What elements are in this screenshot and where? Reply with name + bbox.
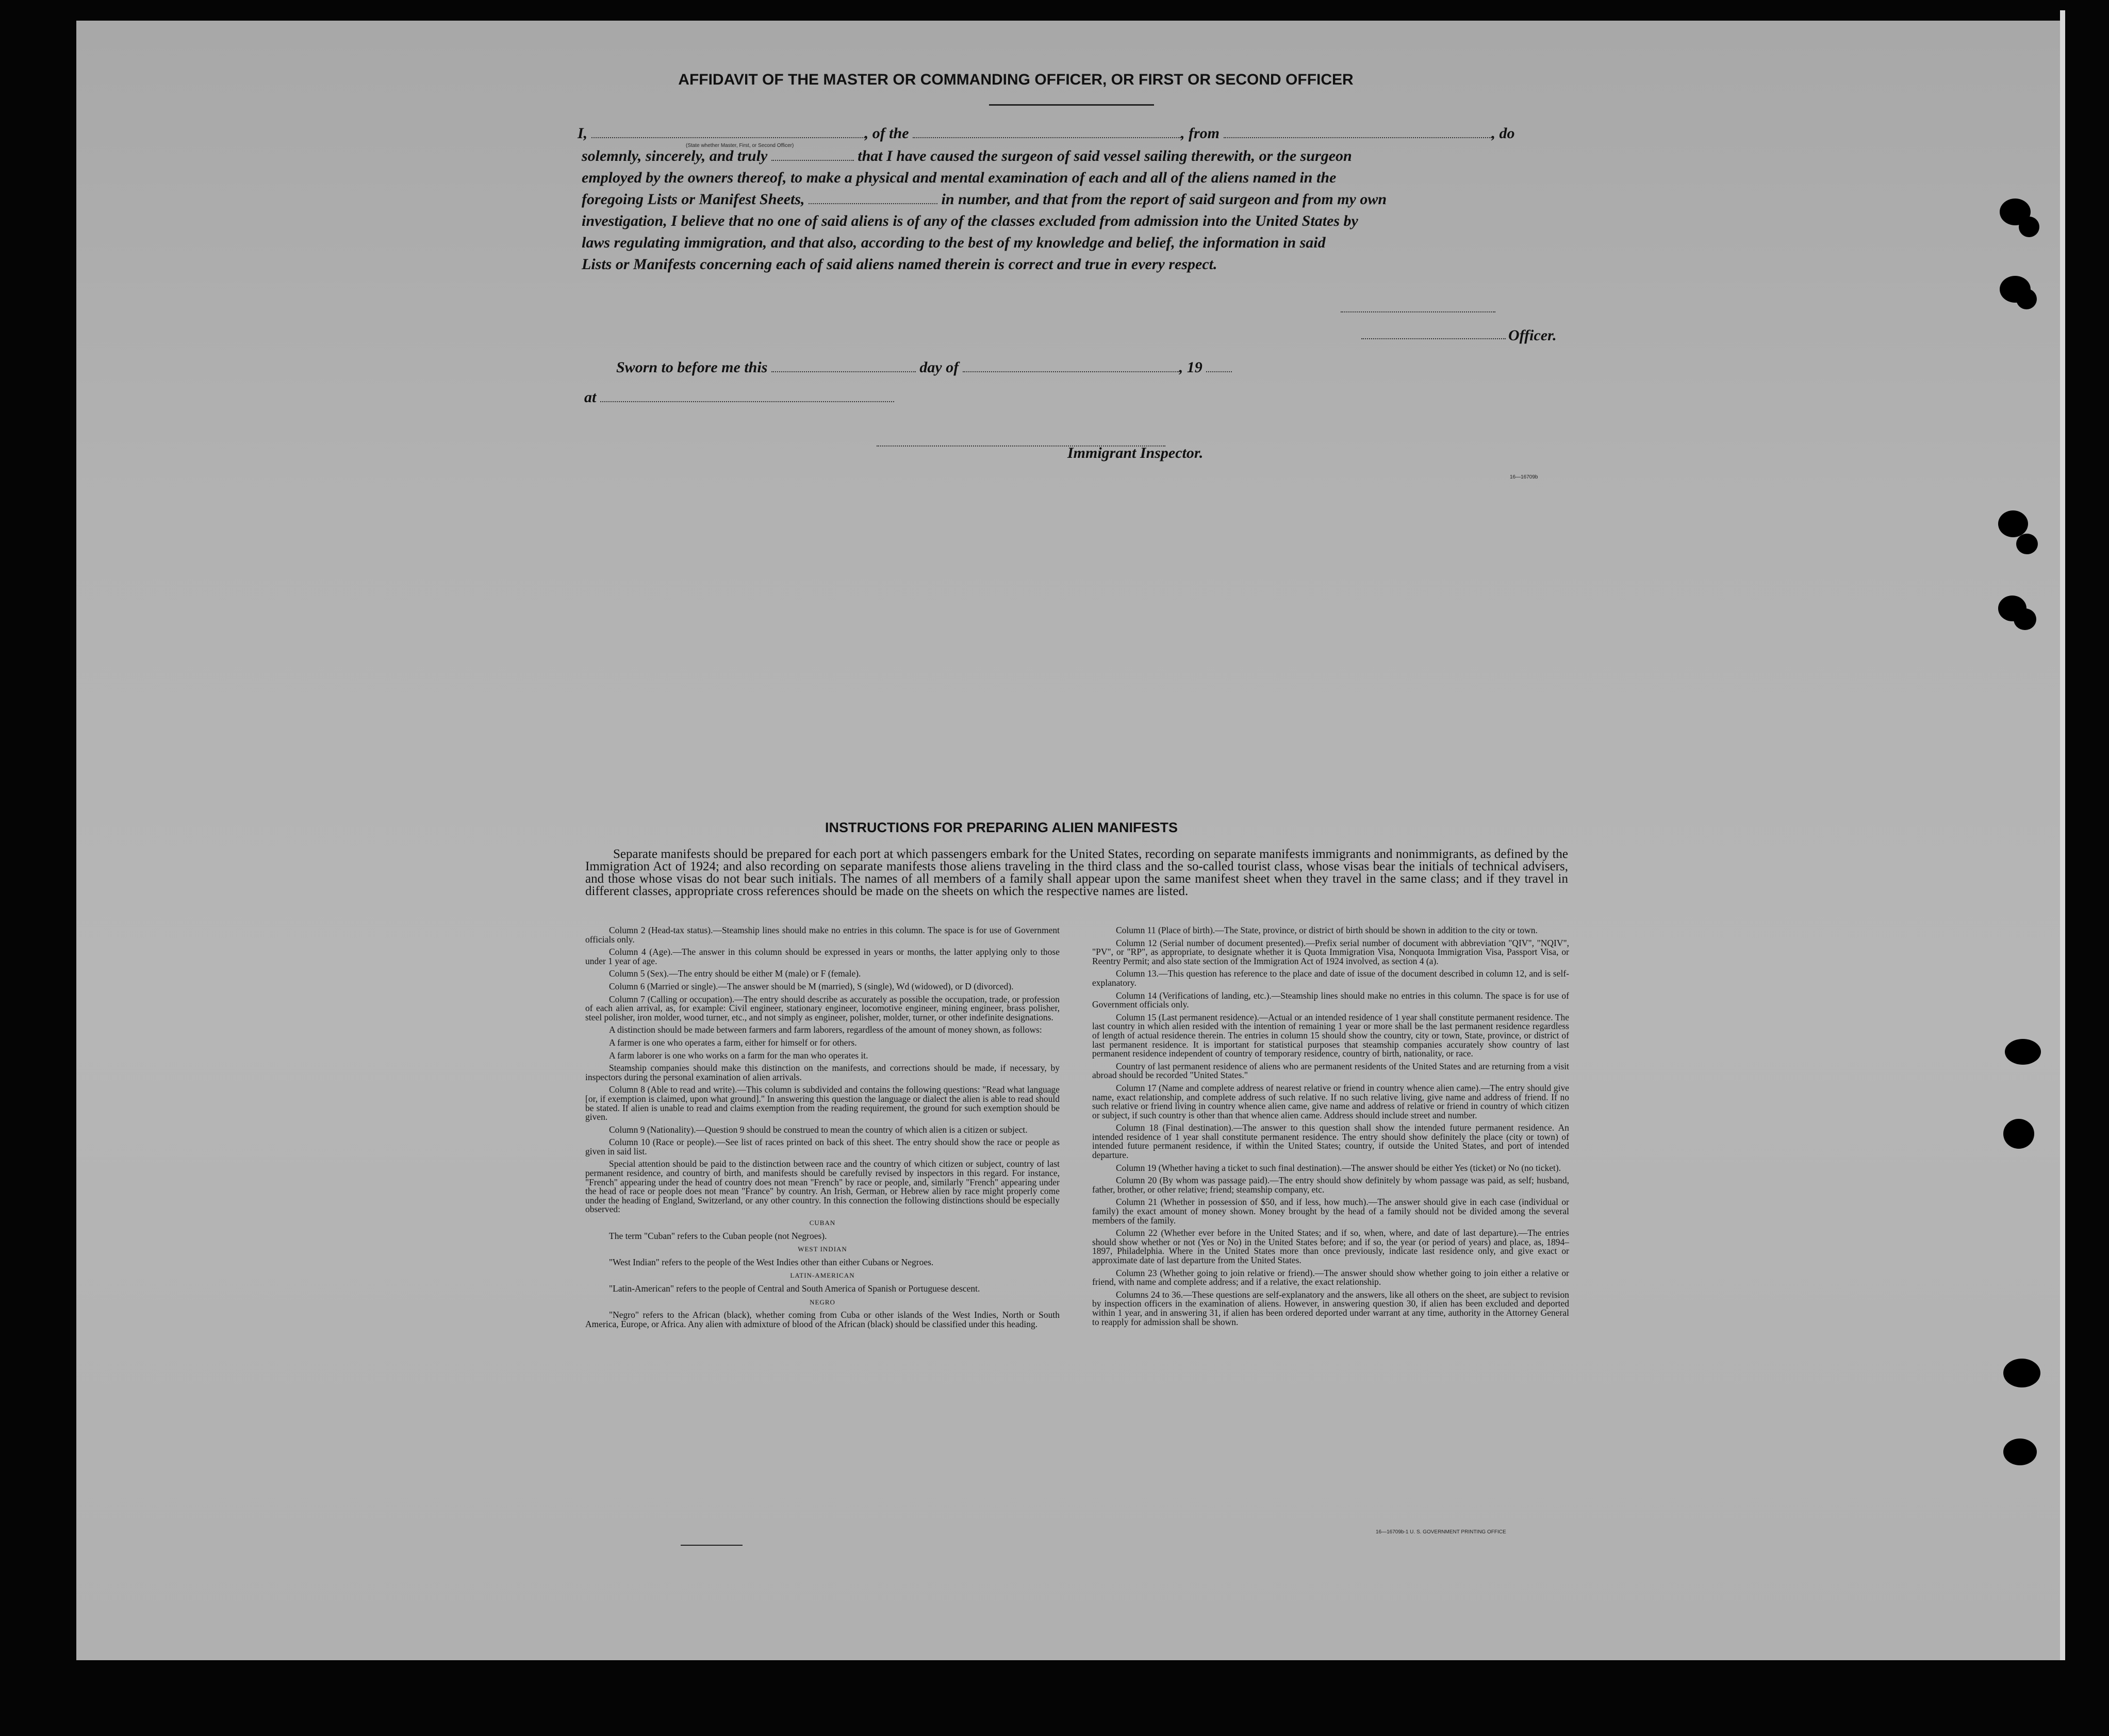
instruction-paragraph: Column 17 (Name and complete address of nearest relative or friend in country whence alien came).—The entry should give name, exact relationship, and complete address of such relative. If no such relative living, give name and address of friend. If no such relative or friend living in country whence alien came, give name and address of relative or friend in country of which citizen or subject, if such country is other than that whence alien came. Address should include street and number. <box>1092 1082 1569 1120</box>
affidavit-of-the: , of the <box>864 125 909 142</box>
instruction-paragraph: Column 8 (Able to read and write).—This column is subdivided and contains the following questions: "Read what language [or, if exemption is claimed, upon what ground]." In answering this question the language or dialect the alien is able to read should be stated. If alien is unable to read and claims exemption from the reading requirement, the ground for such exemption should be given. <box>585 1084 1060 1122</box>
sworn-place-field[interactable] <box>600 389 894 402</box>
state-officer-note: (State whether Master, First, or Second Officer) <box>686 143 794 148</box>
punch-hole <box>2016 289 2037 309</box>
punch-hole <box>2019 217 2039 237</box>
instruction-paragraph: A farm laborer is one who works on a farm for the man who operates it. <box>609 1050 868 1061</box>
punch-hole <box>2016 534 2038 554</box>
punch-hole <box>2003 1439 2037 1465</box>
instruction-paragraph: Country of last permanent residence of aliens who are permanent residents of the United States and are returning from a visit abroad should be recorded "United States." <box>1092 1061 1569 1081</box>
instruction-paragraph: Column 14 (Verifications of landing, etc.).—Steamship lines should make no entries in this column. The space is for use of Government officials only. <box>1092 990 1569 1010</box>
latin-american-definition: "Latin-American" refers to the people of Central and South America of Spanish or Portuguese descent. <box>609 1283 980 1294</box>
title-underline <box>989 104 1154 106</box>
intro-text: Separate manifests should be prepared for each port at which passengers embark for the United States, recording on separate manifests immigrants and nonimmigrants, as defined by the Immigration Act of 1924; and also recording on separate manifests those aliens traveling in the third class and the so-called tourist class, whose visas bear the initials of technical advisers, and those whose visas do not bear such initials. The names of all members of a family shall appear upon the same manifest sheet when they travel in the same class; and if they travel in different classes, appropriate cross references should be made on the sheets on which the respective names are listed. <box>585 847 1568 898</box>
affidavit-i: I, <box>578 125 588 142</box>
instruction-paragraph: Column 23 (Whether going to join relative or friend).—The answer should show whether going to join either a relative or friend, with name and complete address; and if a relative, the exact relationship. <box>1092 1267 1569 1287</box>
affidavit-line-2 <box>582 146 1352 166</box>
instruction-paragraph: Special attention should be paid to the distinction between race and the country of which citizen or subject, country of last permanent residence, and country of birth, and manifests should be carefully revised by inspectors in this regard. For instance, "French" appearing under the head of country does not mean "French" by race or people, and, similarly "French" appearing under the head of race or people does not mean "France" by country. An Irish, German, or Hebrew alien by race might properly come under the heading of England, Switzerland, or any other country. In this connection the following distinctions should be especially observed: <box>585 1159 1060 1215</box>
instruction-paragraph: Column 7 (Calling or occupation).—The entry should describe as accurately as possible the occupation, trade, or profession of each alien arrival, as, for example: Civil engineer, stationary engineer, locomotive engineer, mining engineer, brass polisher, steel polisher, iron molder, wood turner, etc., and not simply as engineer, polisher, molder, turner, or other indefinite designations. <box>585 994 1060 1022</box>
affidavit-line-3: employed by the owners thereof, to make a physical and mental examination of each and all of the aliens named in the <box>582 169 1337 186</box>
instruction-paragraph: Column 13.—This question has reference to the place and date of issue of the document described in column 12, and is self-explanatory. <box>1092 968 1569 988</box>
affidavit-line-7: Lists or Manifests concerning each of said aliens named therein is correct and true in every respect. <box>582 256 1217 273</box>
instructions-title: INSTRUCTIONS FOR PREPARING ALIEN MANIFESTS <box>825 820 1178 835</box>
right-column <box>1092 926 1569 1330</box>
affidavit-line-1 <box>578 124 1515 143</box>
officer-label: Officer. <box>1508 327 1557 344</box>
punch-hole <box>2014 608 2036 630</box>
officer-signature-field[interactable] <box>1361 326 1506 339</box>
sworn-day-field[interactable] <box>771 359 916 372</box>
left-column <box>585 926 1060 1332</box>
signature-line[interactable] <box>1341 299 1495 312</box>
sheet-edge <box>2060 10 2065 1660</box>
sworn-year-field[interactable] <box>1206 359 1232 372</box>
instruction-paragraph: Column 15 (Last permanent residence).—Actual or an intended residence of 1 year shall constitute permanent residence. The last country in which alien resided with the intention of remaining 1 year or more shall be the last permanent residence regardless of length of actual residence therein. The entries in column 15 should show the country, city or town, State, province, or district of last permanent residence. It is important for statistical purposes that steamship companies accurately show country of last permanent residence independent of country of temporary residence, country of birth, nationality, or race. <box>1092 1012 1569 1059</box>
latin-american-heading: LATIN-AMERICAN <box>790 1271 855 1280</box>
punch-hole <box>2003 1359 2040 1387</box>
year-text: , 19 <box>1179 359 1202 376</box>
affidavit-from: , from <box>1181 125 1220 142</box>
punch-hole <box>1998 510 2028 537</box>
instruction-paragraph: A distinction should be made between farmers and farm laborers, regardless of the amount of money shown, as follows: <box>609 1024 1042 1035</box>
west-indian-heading: WEST INDIAN <box>798 1245 847 1253</box>
instruction-paragraph: Column 19 (Whether having a ticket to such final destination).—The answer should be either Yes (ticket) or No (no ticket). <box>1116 1162 1561 1173</box>
instruction-paragraph: Column 5 (Sex).—The entry should be either M (male) or F (female). <box>609 968 861 979</box>
vessel-name-field[interactable] <box>913 125 1181 138</box>
affidavit-title: AFFIDAVIT OF THE MASTER OR COMMANDING OFFICER, OR FIRST OR SECOND OFFICER <box>678 71 1354 88</box>
printing-office-footer: 16—16709b-1 U. S. GOVERNMENT PRINTING OFFICE <box>1376 1529 1506 1535</box>
instruction-paragraph: Steamship companies should make this distinction on the manifests, and corrections should be made, if necessary, by inspectors during the personal examination of alien arrivals. <box>585 1063 1060 1082</box>
day-of-text: day of <box>919 359 959 376</box>
affidavit-text: in number, and that from the report of said surgeon and from my own <box>941 191 1387 208</box>
affidavit-text: solemnly, sincerely, and truly <box>582 147 768 164</box>
instruction-paragraph: Column 21 (Whether in possession of $50, and if less, how much).—The answer should give in each case (individual or family) the exact amount of money shown. Money brought by the head of a family should not be divided among the several members of the family. <box>1092 1197 1569 1226</box>
instruction-paragraph: Column 6 (Married or single).—The answer should be M (married), S (single), Wd (widowed), or D (divorced). <box>609 981 1014 991</box>
cuban-heading: CUBAN <box>809 1219 836 1227</box>
sworn-month-field[interactable] <box>963 359 1179 372</box>
solemnly-blank[interactable] <box>771 147 854 161</box>
officer-rank-field[interactable] <box>591 125 865 138</box>
affidavit-text: that I have caused the surgeon of said vessel sailing therewith, or the surgeon <box>858 147 1352 164</box>
sworn-line <box>616 358 1232 377</box>
instruction-paragraph: Column 4 (Age).—The answer in this column should be expressed in years or months, the latter applying only to those under 1 year of age. <box>585 947 1060 966</box>
affidavit-line-4 <box>582 190 1387 209</box>
instruction-paragraph: Column 10 (Race or people).—See list of races printed on back of this sheet. The entry should show the race or people as given in said list. <box>585 1137 1060 1156</box>
punch-hole <box>2005 1039 2041 1065</box>
port-from-field[interactable] <box>1224 125 1492 138</box>
instruction-paragraph: A farmer is one who operates a farm, either for himself or for others. <box>609 1037 857 1048</box>
instruction-paragraph: Column 12 (Serial number of document presented).—Prefix serial number of document with abbreviation "QIV", "NQIV", "PV", or "RP", as appropriate, to designate whether it is Quota Immigration Visa, Nonquota Immigration Visa, Passport Visa, or Reentry Permit; and also state section of the Immigration Act of 1924 involved, as section 4 (a). <box>1092 937 1569 966</box>
negro-heading: NEGRO <box>810 1298 835 1306</box>
affidavit-line-5: investigation, I believe that no one of said aliens is of any of the classes excluded from admission into the United States by <box>582 212 1358 229</box>
instruction-paragraph: Column 18 (Final destination).—The answer to this question shall show the intended future permanent residence. An intended residence of 1 year shall constitute permanent residence. The entry should show definitely the place (city or town) of intended future permanent residence, if within the United States; country, if outside the United States, and port of intended departure. <box>1092 1122 1569 1161</box>
instructions-intro <box>585 848 1568 898</box>
affidavit-do: , do <box>1491 125 1515 142</box>
inspector-label: Immigrant Inspector. <box>1067 444 1204 461</box>
form-number: 16—16709b <box>1510 474 1538 480</box>
west-indian-definition: "West Indian" refers to the people of the West Indies other than either Cubans or Negroes. <box>609 1256 934 1267</box>
sworn-text: Sworn to before me this <box>616 359 768 376</box>
instruction-paragraph: Column 22 (Whether ever before in the United States; and if so, when, where, and date of last departure).—The entries should show whether or not (Yes or No) in the United States before; and if so, the year (or period of years) and place, as, 1894–1897, Philadelphia. Where in the United States more than once previously, indicate last residence only, and give exact or approximate date of last departure from the United States. <box>1092 1228 1569 1265</box>
instruction-paragraph: Column 9 (Nationality).—Question 9 should be construed to mean the country of which alien is a citizen or subject. <box>609 1124 1028 1135</box>
instruction-paragraph: Columns 24 to 36.—These questions are self-explanatory and the answers, like all others on the sheet, are subject to revision by inspection officers in the examination of aliens. However, in answering question 30, if alien has been excluded and deported within 1 year, and in answering 31, if alien has been ordered deported under warrant at any time, authority in the Attorney General to reapply for admission shall be shown. <box>1092 1289 1569 1327</box>
left-column-end-rule <box>681 1545 743 1546</box>
instruction-paragraph: Column 20 (By whom was passage paid).—The entry should show definitely by whom passage was paid, as self; husband, father, brother, or other relative; friend; steamship company, etc. <box>1092 1175 1569 1195</box>
instruction-paragraph: Column 2 (Head-tax status).—Steamship lines should make no entries in this column. The space is for use of Government officials only. <box>585 925 1060 945</box>
cuban-definition: The term "Cuban" refers to the Cuban people (not Negroes). <box>609 1230 827 1241</box>
affidavit-line-6: laws regulating immigration, and that also, according to the best of my knowledge and belief, the information in said <box>582 234 1326 251</box>
punch-hole <box>2003 1119 2034 1149</box>
affidavit-text: foregoing Lists or Manifest Sheets, <box>582 191 805 208</box>
instruction-paragraph: Column 11 (Place of birth).—The State, province, or district of birth should be shown in addition to the city or town. <box>1116 925 1538 935</box>
at-text: at <box>584 389 597 406</box>
at-line <box>584 388 894 407</box>
negro-definition: "Negro" refers to the African (black), whether coming from Cuba or other islands of the West Indies, North or South America, Europe, or Africa. Any alien with admixture of blood of the African (black) should be classified under this heading. <box>585 1310 1060 1329</box>
sheet-count-field[interactable] <box>809 191 937 204</box>
